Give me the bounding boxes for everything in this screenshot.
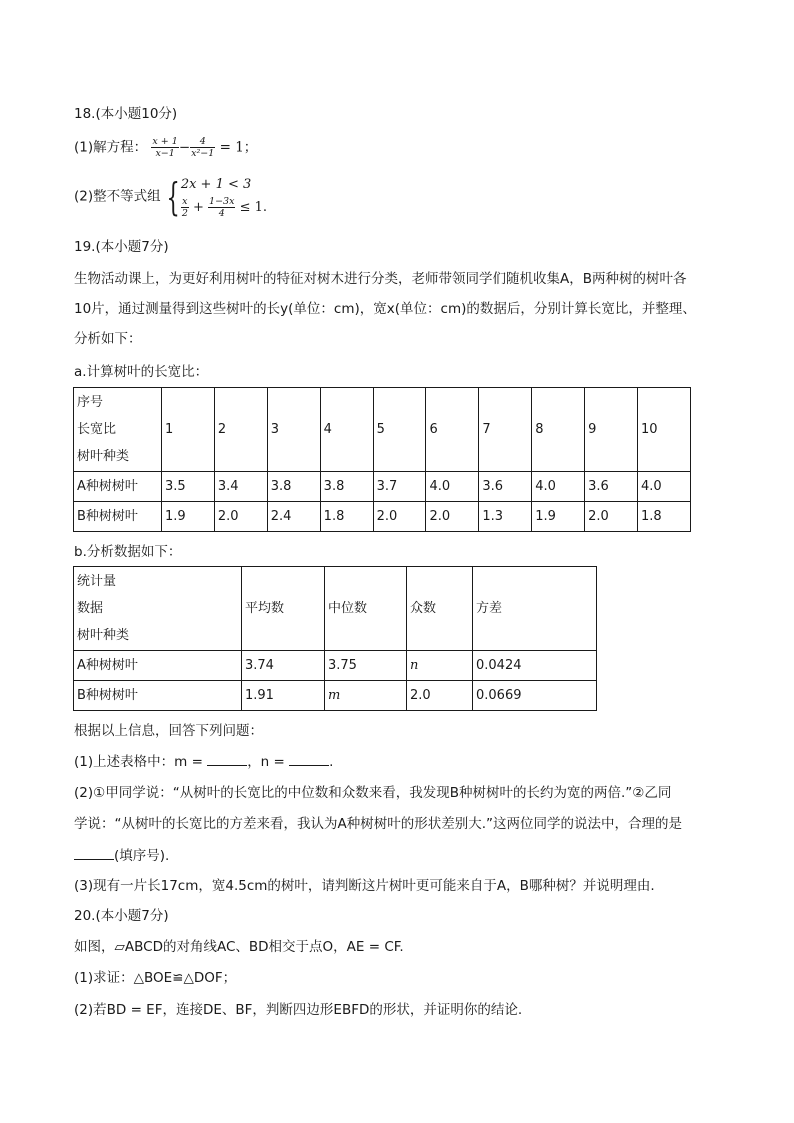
q18-frac1-den: x−1 [155,148,175,159]
table1-col-header: 8 [532,388,585,472]
q18-ineq1: 2x + 1 < 3 [180,177,252,192]
table-cell: 1.3 [479,502,532,532]
leaf-ratio-table [73,387,691,532]
q18-ineq2-end: . [262,200,268,215]
q18-frac1-num: x + 1 [152,136,178,147]
table1-col-header: 4 [320,388,373,472]
answer-blank-m[interactable] [207,751,247,766]
table1-header-serial: 序号 [77,395,104,410]
table-cell: 3.4 [214,472,267,502]
table1-col-header: 2 [214,388,267,472]
q18-plus: + [193,200,204,215]
table-cell: 3.74 [242,651,325,681]
table-cell: 1.8 [638,502,691,532]
table1-col-header: 10 [638,388,691,472]
table-header-row [74,567,597,651]
q18-minus: − [178,139,191,156]
table2-row-label: A种树树叶 [74,651,242,681]
table2-header-kind: 树叶种类 [77,628,130,643]
table-cell: 2.0 [373,502,426,532]
table-cell: 3.6 [585,472,638,502]
q18-part2-label: (2)整不等式组 [74,188,161,205]
answer-blank-choice[interactable] [74,845,114,860]
q18-frac2 [190,136,215,159]
table2-header-stat: 统计量 [77,574,117,589]
table2-corner-header [74,567,242,651]
table-cell: 1.9 [162,502,215,532]
table-row [74,681,597,711]
q18-frac-a [181,196,189,219]
q19-intro-line1: 生物活动课上，为更好利用树叶的特征对树木进行分类，老师带领同学们随机收集A，B两种树的树叶各 [74,271,687,287]
answer-blank-n[interactable] [289,751,329,766]
table-row [74,651,597,681]
table-cell: 1.91 [242,681,325,711]
q18-system [181,174,267,219]
table2-header-data: 数据 [77,601,104,616]
q18-frac-a-den: 2 [181,208,188,219]
q18-frac-b-den: 4 [218,208,225,219]
table-row [74,502,691,532]
table-header-row [74,388,691,472]
q19-intro-line3: 分析如下： [74,331,142,347]
table2-col-header: 众数 [407,567,473,651]
table-cell: 2.0 [585,502,638,532]
table-cell: 3.75 [325,651,407,681]
table2-col-header: 平均数 [242,567,325,651]
q19-sub2-line3 [74,845,169,866]
table-cell: 3.5 [162,472,215,502]
q19-sub2-line2: 学说：“从树叶的长宽比的方差来看，我认为A种树树叶的形状差别大.”这两位同学的说法中，合理的是 [74,816,683,832]
table-cell: 4.0 [532,472,585,502]
table-cell: 3.8 [320,472,373,502]
q18-part1-label: (1)解方程： [74,139,148,156]
table1-col-header: 7 [479,388,532,472]
q18-ineq2 [181,196,267,219]
q19-sub3: (3)现有一片长17cm，宽4.5cm的树叶，请判断这片树叶更可能来自于A，B哪种树？并说明理由. [74,878,655,894]
table1-col-header: 5 [373,388,426,472]
table1-col-header: 3 [267,388,320,472]
table1-corner-header [74,388,162,472]
q19-prompt: 根据以上信息，回答下列问题： [74,723,263,739]
table-cell: m [325,681,407,711]
q18-frac-b-num: 1−3x [209,196,235,207]
q18-header: 18.(本小题10分) [74,106,178,122]
q18-part1 [74,136,257,159]
table2-col-header: 中位数 [325,567,407,651]
table1-col-header: 6 [426,388,479,472]
table-cell: 3.8 [267,472,320,502]
table-cell: 2.0 [407,681,473,711]
q18-frac-a-num: x [182,196,188,207]
q18-rhs: = 1； [219,139,258,156]
q19-sub2-line3-suffix: (填序号). [114,848,170,864]
table-cell: 2.0 [214,502,267,532]
q19-header: 19.(本小题7分) [74,239,169,255]
q20-sub2: (2)若BD = EF，连接DE、BF，判断四边形EBFD的形状，并证明你的结论. [74,1002,523,1018]
left-brace-icon: { [166,174,180,219]
table1-header-kind: 树叶种类 [77,449,130,464]
table-cell: 4.0 [638,472,691,502]
table-cell: 0.0424 [473,651,597,681]
q19-sub1-prefix: (1)上述表格中：m = [74,754,203,770]
q19-sub2-line1: (2)①甲同学说：“从树叶的长宽比的中位数和众数来看，我发现B种树树叶的长约为宽的两倍.”②乙同 [74,785,672,801]
q19-section-a: a.计算树叶的长宽比： [74,364,209,380]
stats-table [73,566,597,711]
q19-sub1 [74,751,333,772]
q18-frac-b [208,196,235,219]
table-cell: 3.7 [373,472,426,502]
table-cell: 2.0 [426,502,479,532]
table2-row-label: B种树树叶 [74,681,242,711]
q18-frac2-den: x²−1 [191,148,215,159]
q18-frac1 [151,136,178,159]
q18-frac2-num: 4 [190,136,215,148]
table-cell: 2.4 [267,502,320,532]
table2-col-header: 方差 [473,567,597,651]
table-cell: 1.8 [320,502,373,532]
table-cell: 4.0 [426,472,479,502]
q19-section-b: b.分析数据如下： [74,544,182,560]
table1-row-label: B种树树叶 [74,502,162,532]
q20-intro: 如图，▱ABCD的对角线AC、BD相交于点O，AE = CF. [74,939,404,955]
table1-header-ratio: 长宽比 [77,422,117,437]
table-cell: n [407,651,473,681]
q19-sub1-mid: ，n = [247,754,285,770]
q20-sub1: (1)求证：△BOE≌△DOF； [74,970,237,986]
q20-header: 20.(本小题7分) [74,908,169,924]
table-row [74,472,691,502]
table1-col-header: 9 [585,388,638,472]
table1-row-label: A种树树叶 [74,472,162,502]
q18-part2 [74,174,267,219]
table1-col-header: 1 [162,388,215,472]
table-cell: 3.6 [479,472,532,502]
q18-ineq2-rhs: ≤ 1 [239,200,263,215]
q19-sub1-end: . [329,754,334,770]
table-cell: 1.9 [532,502,585,532]
q19-intro-line2: 10片，通过测量得到这些树叶的长y(单位：cm)，宽x(单位：cm)的数据后，分别计算长宽比，并整理、 [74,301,696,317]
table-cell: 0.0669 [473,681,597,711]
